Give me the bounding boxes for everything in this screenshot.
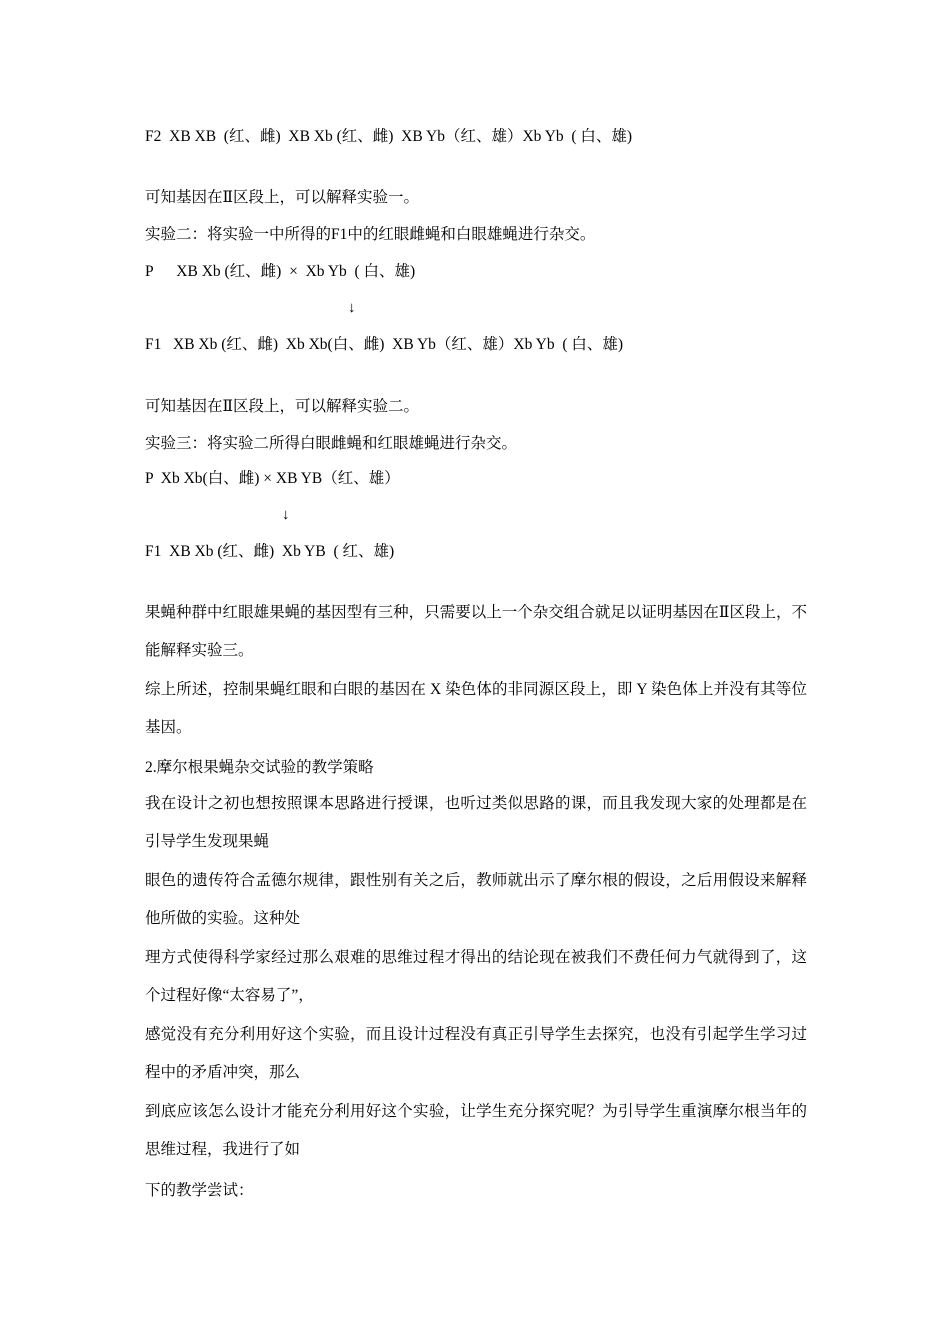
strategy-paragraph-6: 下的教学尝试： bbox=[145, 1182, 254, 1199]
experiment-2-title: 实验二：将实验一中所得的F1中的红眼雌蝇和白眼雄蝇进行杂交。 bbox=[145, 226, 596, 243]
down-arrow-icon: ↓ bbox=[282, 507, 290, 523]
summary-paragraph: 综上所述，控制果蝇红眼和白眼的基因在 X 染色体的非同源区段上，即 Y 染色体上并没有其等位基因。 bbox=[145, 681, 807, 736]
experiment-2-parent-cross: P XB Xb (红、雌) × Xb Yb ( 白、雄) bbox=[145, 263, 416, 280]
strategy-paragraph-5: 到底应该怎么设计才能充分利用好这个实验，让学生充分探究呢？为引导学生重演摩尔根当年的思维过程，我进行了如 bbox=[145, 1103, 807, 1158]
strategy-paragraph-2: 眼色的遗传符合孟德尔规律，跟性别有关之后，教师就出示了摩尔根的假设，之后用假设来解释他所做的实验。这种处 bbox=[145, 872, 807, 927]
down-arrow-icon: ↓ bbox=[348, 300, 356, 316]
section-heading: 2.摩尔根果蝇杂交试验的教学策略 bbox=[145, 759, 374, 776]
genotype-paragraph: 果蝇种群中红眼雄果蝇的基因型有三种，只需要以上一个杂交组合就足以证明基因在Ⅱ区段上，不能解释实验三。 bbox=[145, 604, 807, 659]
experiment-2-f1-line: F1 XB Xb (红、雌) Xb Xb(白、雌) XB Yb（红、雄）Xb Yb ( 白、雄) bbox=[145, 336, 624, 353]
experiment-3-f1-line: F1 XB Xb (红、雌) Xb YB ( 红、雄) bbox=[145, 543, 395, 560]
strategy-paragraph-4: 感觉没有充分利用好这个实验，而且设计过程没有真正引导学生去探究，也没有引起学生学习过程中的矛盾冲突，那么 bbox=[145, 1026, 807, 1081]
conclusion-experiment-2: 可知基因在Ⅱ区段上，可以解释实验二。 bbox=[145, 398, 420, 415]
f2-genotype-line: F2 XB XB (红、雌) XB Xb (红、雌) XB Yb（红、雄）Xb Yb ( 白、雄) bbox=[145, 128, 633, 145]
strategy-paragraph-1: 我在设计之初也想按照课本思路进行授课，也听过类似思路的课，而且我发现大家的处理都是在引导学生发现果蝇 bbox=[145, 795, 807, 850]
experiment-3-title: 实验三：将实验二所得白眼雌蝇和红眼雄蝇进行杂交。 bbox=[145, 435, 518, 452]
conclusion-experiment-1: 可知基因在Ⅱ区段上，可以解释实验一。 bbox=[145, 189, 420, 206]
experiment-3-parent-cross: P Xb Xb(白、雌) × XB YB（红、雄） bbox=[145, 470, 400, 487]
strategy-paragraph-3: 理方式使得科学家经过那么艰难的思维过程才得出的结论现在被我们不费任何力气就得到了，这个过程好像“太容易了”， bbox=[145, 949, 807, 1004]
